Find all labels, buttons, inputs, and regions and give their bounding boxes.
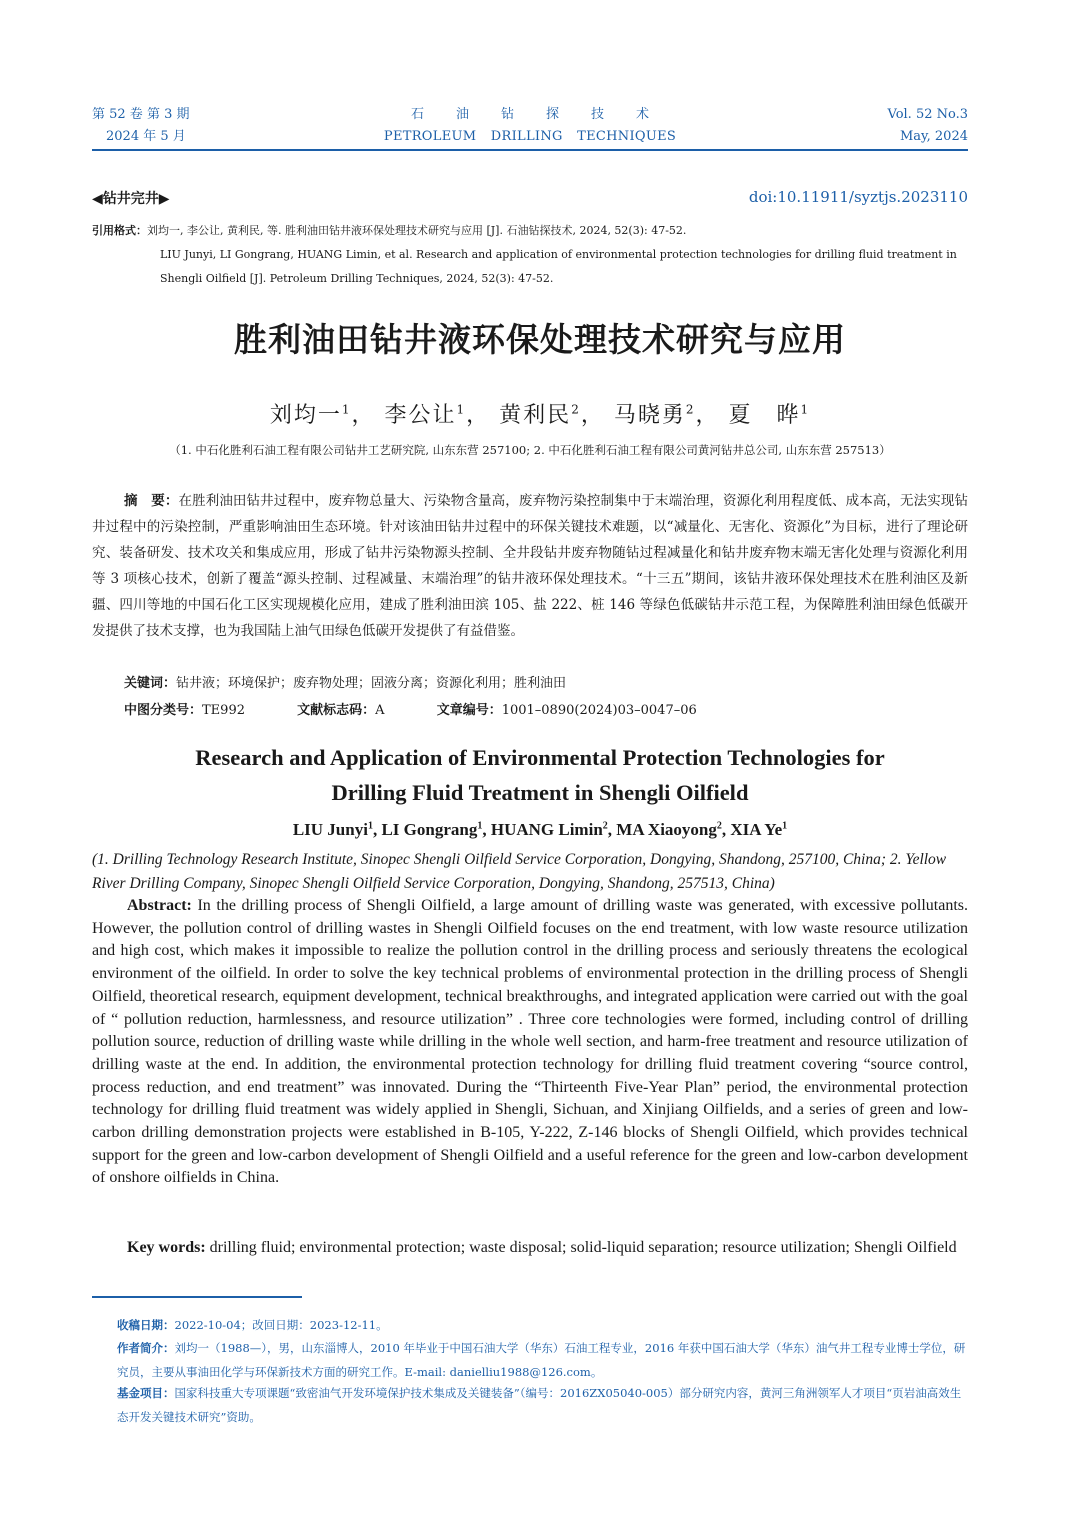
- keywords-en-label: Key words:: [127, 1239, 206, 1256]
- author-cn: 夏 晔: [728, 403, 801, 428]
- column-tag: ◀钻井完井▶: [92, 191, 170, 207]
- footnote-author: [117, 1336, 968, 1384]
- footnote-dates: [117, 1313, 968, 1337]
- author-cn: 刘均一: [269, 403, 342, 428]
- running-header: [92, 104, 968, 150]
- author-en: MA Xiaoyong: [616, 820, 717, 839]
- citation-en: LIU Junyi, LI Gongrang, HUANG Limin, et al. Research and application of environmental protection technologies for drilling fluid treatment in Shengli Oilfield [J]. Petroleum Drilling Techniques, 2024, 52(3): 47-52.: [160, 248, 957, 285]
- keywords-cn-text: 钻井液；环境保护；废弃物处理；固液分离；资源化利用；胜利油田: [176, 676, 567, 691]
- author-bio-label: 作者简介：: [117, 1341, 175, 1355]
- authors-cn: 刘均一$^1$， 李公让$^1$， 黄利民$^2$， 马晓勇$^2$， 夏 晔$^1$: [269, 402, 811, 428]
- author-sup: 1: [800, 402, 811, 417]
- journal-name-en: PETROLEUM DRILLING TECHNIQUES: [383, 129, 677, 144]
- affiliation-cn: （1. 中石化胜利石油工程有限公司钻井工艺研究院, 山东东营 257100; 2. 中石化胜利石油工程有限公司黄河钻井总公司, 山东东营 257513）: [169, 443, 891, 457]
- author-bio-text: 刘均一（1988—），男，山东淄博人，2010 年毕业于中国石油大学（华东）石油工程专业，2016 年获中国石油大学（华东）油气井工程专业博士学位，研究员，主要从事油田化学与环保新技术方面的研究工作。E-mail: danielliu1988@126.com。: [117, 1341, 966, 1379]
- article-value: 1001–0890(2024)03–0047–06: [501, 703, 697, 718]
- author-en: HUANG Limin: [490, 820, 603, 839]
- volume-en: Vol. 52 No.3: [887, 107, 968, 122]
- keywords-en-text: drilling fluid; environmental protection; waste disposal; solid-liquid separation; resource utilization; Shengli Oilfield: [209, 1239, 957, 1256]
- abstract-cn-label: 摘 要：: [124, 493, 179, 509]
- author-sup: 1: [782, 820, 788, 832]
- header-journal: [92, 104, 968, 148]
- keywords-cn-label: 关键词：: [124, 676, 177, 691]
- author-sup: 2: [602, 820, 608, 832]
- author-sup: 2: [685, 402, 696, 417]
- citation-label: 引用格式：: [92, 224, 147, 237]
- affiliation-en: (1. Drilling Technology Research Institute, Sinopec Shengli Oilfield Service Corporation, Dongying, Shandong, 257100, China; 2. Yellow River Drilling Company, Sinopec Shengli Oilfield Service Corporation, Dongying, Shandong, 257513, China): [92, 851, 947, 892]
- abstract-en-text: In the drilling process of Shengli Oilfield, a large amount of drilling waste was generated, with excessive pollutants. However, the pollution control of drilling wastes in Shengli Oilfield focuses on the end treatment, with low waste resource utilization and high cost, which makes it impossible to realize the pollution control in the drilling process and seriously threatens the ecological environment of the oilfield. In order to solve the key technical problems of environmental protection in the drilling process of Shengli Oilfield, theoretical research, equipment development, technical breakthroughs, and integrated application were carried out with the goal of “ pollution reduction, harmlessness, and resource utilization” . Three core technologies were formed, including control of drilling pollution source, reduction of drilling waste while drilling in the whole well section, and harm-free treatment and resource utilization of drilling waste at the end. In addition, the environmental protection technology for drilling fluid treatment covering “source control, process reduction, and end treatment” was innovated. During the “Thirteenth Five-Year Plan” period, the environmental protection technology for drilling fluid treatment was widely applied in Shengli, Sichuan, and Xinjiang Oilfields, and a series of green and low-carbon drilling demonstration projects were established in B-105, Y-222, Z-146 blocks of Shengli Oilfield, which provides technical support for the green and low-carbon development of Shengli Oilfield and a useful reference for the green and low-carbon development of onshore oilfields in China.: [92, 897, 968, 1187]
- abstract-en: [92, 895, 968, 1190]
- date-en: May, 2024: [899, 129, 968, 144]
- classification: [124, 699, 968, 718]
- author-en: LI Gongrang: [381, 820, 478, 839]
- author-en: LIU Junyi: [292, 820, 368, 839]
- author-en: XIA Ye: [730, 820, 783, 839]
- author-sup: 1: [367, 820, 373, 832]
- dates-text: 2022-10-04；改回日期：2023-12-11。: [174, 1318, 388, 1332]
- fund-label: 基金项目：: [117, 1386, 175, 1400]
- author-sup: 1: [456, 402, 467, 417]
- keywords-cn: [124, 672, 968, 691]
- header-volume-en: [888, 104, 969, 148]
- author-sup: 1: [341, 402, 352, 417]
- fund-text: 国家科技重大专项课题“致密油气开发环境保护技术集成及关键装备”（编号：2016ZX05040-005）部分研究内容，黄河三角洲领军人才项目“页岩油高效生态开发关键技术研究”资助。: [117, 1386, 962, 1424]
- abstract-en-label: Abstract:: [127, 897, 192, 914]
- title-en-line: Research and Application of Environmental Protection Technologies for: [195, 745, 885, 770]
- clc-value: TE992: [202, 703, 245, 718]
- header-rule: [92, 149, 968, 151]
- footnote-rule: [92, 1296, 302, 1298]
- author-cn: 马晓勇: [613, 403, 686, 428]
- author-cn: 李公让: [384, 403, 457, 428]
- doc-value: A: [375, 703, 385, 718]
- citation-cn: 刘均一, 李公让, 黄利民, 等. 胜利油田钻井液环保处理技术研究与应用 [J]. 石油钻探技术, 2024, 52(3): 47-52.: [147, 224, 687, 237]
- clc-label: 中图分类号：: [124, 703, 203, 718]
- title-en: [0, 740, 1080, 810]
- author-sup: 2: [571, 402, 581, 417]
- column-row: [92, 188, 968, 210]
- volume-cn: 第 52 卷 第 3 期: [92, 107, 190, 122]
- author-sup: 2: [716, 820, 722, 832]
- title-en-line: Drilling Fluid Treatment in Shengli Oilfield: [331, 780, 749, 805]
- doc-label: 文献标志码：: [297, 703, 376, 718]
- abstract-cn: [92, 488, 968, 644]
- journal-name-cn: 石油钻探技术: [410, 107, 681, 122]
- author-sup: 1: [477, 820, 483, 832]
- keywords-en: [92, 1238, 968, 1258]
- date-cn: 2024 年 5 月: [106, 129, 186, 144]
- author-cn: 黄利民: [499, 403, 572, 428]
- page-title: 胜利油田钻井液环保处理技术研究与应用: [234, 320, 846, 359]
- doi-link[interactable]: doi:10.11911/syztjs.2023110: [748, 188, 968, 206]
- footnote-fund: [117, 1381, 968, 1429]
- citation: [92, 219, 968, 291]
- article-label: 文章编号：: [436, 703, 502, 718]
- dates-label: 收稿日期：: [117, 1318, 175, 1332]
- authors-en: LIU Junyi$^1$, LI Gongrang$^1$, HUANG Limin$^2$, MA Xiaoyong$^2$, XIA Ye$^1$: [292, 820, 788, 839]
- abstract-cn-text: 在胜利油田钻井过程中，废弃物总量大、污染物含量高，废弃物污染控制集中于末端治理，资源化利用程度低、成本高，无法实现钻井过程中的污染控制，严重影响油田生态环境。针对该油田钻井过程中的环保关键技术难题，以“减量化、无害化、资源化”为目标，进行了理论研究、装备研发、技术攻关和集成应用，形成了钻井污染物源头控制、全井段钻井废弃物随钻过程减量化和钻井废弃物末端无害化处理与资源化利用等 3 项核心技术，创新了覆盖“源头控制、过程减量、末端治理”的钻井液环保处理技术。“十三五”期间，该钻井液环保处理技术在胜利油区及新疆、四川等地的中国石化工区实现规模化应用，建成了胜利油田滨 105、盐 222、桩 146 等绿色低碳钻井示范工程，为保障胜利油田绿色低碳开发提供了技术支撑，也为我国陆上油气田绿色低碳开发提供了有益借鉴。: [92, 493, 969, 639]
